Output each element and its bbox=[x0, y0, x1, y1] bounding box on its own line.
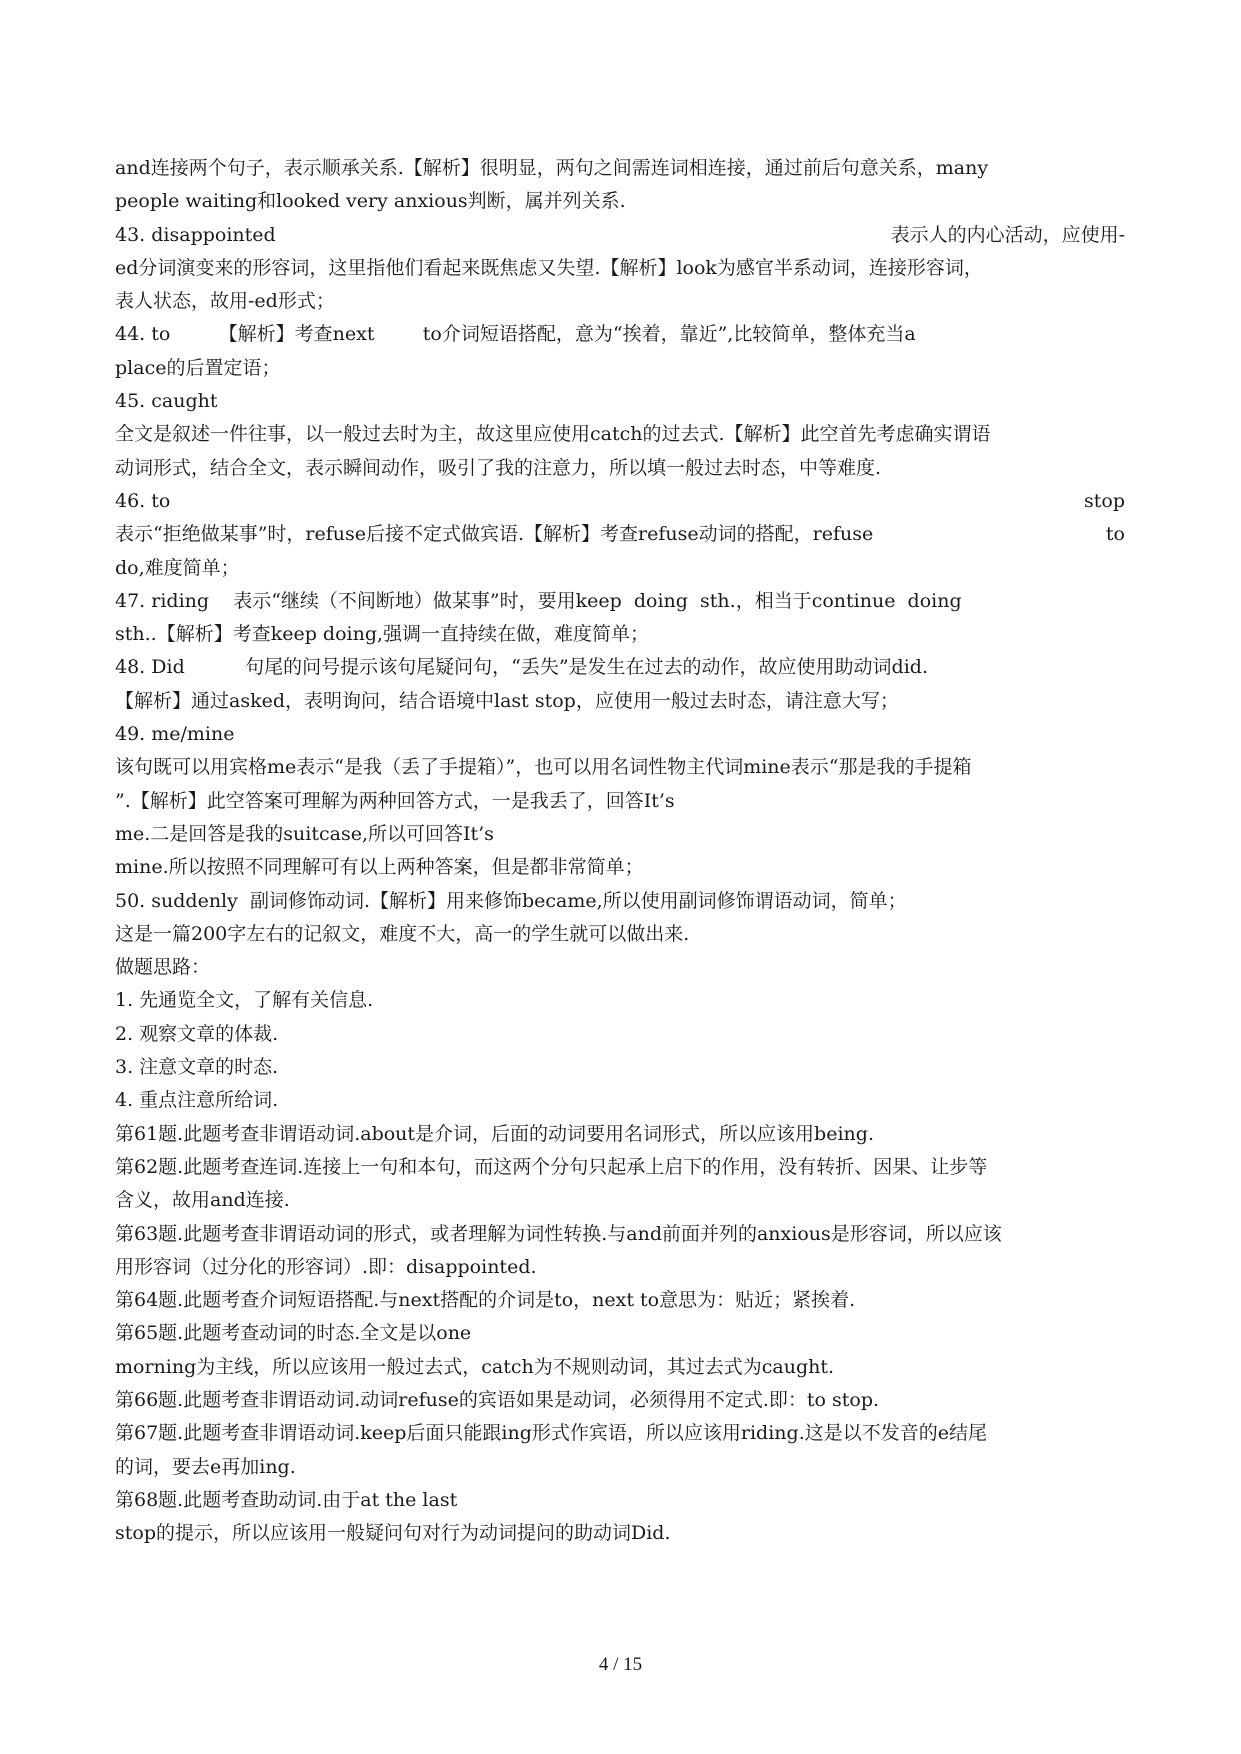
text-line: 含义，故用and连接. bbox=[115, 1189, 290, 1212]
text-line: 第68题.此题考查助动词.由于at the last bbox=[115, 1488, 458, 1511]
text-segment: 表示“拒绝做某事”时，refuse后接不定式做宾语.【解析】考查refuse动词的搭配，refuse bbox=[115, 523, 874, 546]
text-segment: 43. disappointed bbox=[115, 223, 276, 246]
text-line: 用形容词（过分化的形容词）.即：disappointed. bbox=[115, 1255, 537, 1278]
text-line: 47. riding 表示“继续（不间断地）做某事”时，要用keep doing sth.，相当于continue doing bbox=[115, 589, 962, 612]
text-line: 这是一篇200字左右的记叙文，难度不大，高一的学生就可以做出来. bbox=[115, 922, 690, 945]
text-line: 50. suddenly 副词修饰动词.【解析】用来修饰became,所以使用副词修饰谓语动词，简单； bbox=[115, 889, 907, 912]
page-number: 4 / 15 bbox=[598, 1654, 643, 1675]
text-line: 48. Did 句尾的问号提示该句尾疑问句，“丢失”是发生在过去的动作，故应使用助动词did. bbox=[115, 656, 928, 679]
text-line: 第63题.此题考查非谓语动词的形式，或者理解为词性转换.与and前面并列的anxious是形容词，所以应该 bbox=[115, 1222, 1002, 1245]
text-line: 【解析】通过asked，表明询问，结合语境中last stop，应使用一般过去时态，请注意大写； bbox=[115, 689, 899, 712]
text-line: morning为主线，所以应该用一般过去式，catch为不规则动词，其过去式为caught. bbox=[115, 1355, 835, 1378]
text-line: 第62题.此题考查连词.连接上一句和本句，而这两个分句只起承上启下的作用，没有转折、因果、让步等 bbox=[115, 1155, 988, 1178]
text-line: 表人状态，故用-ed形式； bbox=[115, 290, 335, 313]
text-line: 做题思路： bbox=[115, 956, 211, 979]
text-segment: stop bbox=[1084, 489, 1125, 512]
text-line: 全文是叙述一件往事，以一般过去时为主，故这里应使用catch的过去式.【解析】此空首先考虑确实谓语 bbox=[115, 423, 991, 446]
document-body bbox=[115, 152, 1125, 1550]
text-line bbox=[115, 219, 1125, 252]
text-line: sth..【解析】考查keep doing,强调一直持续在做，难度简单； bbox=[115, 623, 650, 646]
text-segment: 表示人的内心活动，应使用- bbox=[890, 223, 1125, 246]
text-line: 2. 观察文章的体裁. bbox=[115, 1022, 279, 1045]
text-line: 第66题.此题考查非谓语动词.动词refuse的宾语如果是动词，必须得用不定式.即：to stop. bbox=[115, 1388, 880, 1411]
text-line bbox=[115, 485, 1125, 518]
text-line: people waiting和looked very anxious判断，属并列关系. bbox=[115, 190, 626, 213]
text-line: 44. to 【解析】考查next to介词短语搭配，意为“挨着，靠近”,比较简单，整体充当a bbox=[115, 323, 916, 346]
text-line: 第65题.此题考查动词的时态.全文是以one bbox=[115, 1322, 472, 1345]
text-line: 49. me/mine bbox=[115, 723, 235, 746]
text-line: place的后置定语； bbox=[115, 356, 281, 379]
text-line: mine.所以按照不同理解可有以上两种答案，但是都非常简单； bbox=[115, 856, 644, 879]
text-segment: to bbox=[1105, 523, 1125, 546]
text-line: 动词形式，结合全文，表示瞬间动作，吸引了我的注意力，所以填一般过去时态，中等难度. bbox=[115, 456, 882, 479]
text-line: 1. 先通览全文，了解有关信息. bbox=[115, 989, 374, 1012]
text-line: ”.【解析】此空答案可理解为两种回答方式，一是我丢了，回答It’s bbox=[115, 789, 675, 812]
text-line bbox=[115, 518, 1125, 551]
text-line: and连接两个句子，表示顺承关系.【解析】很明显，两句之间需连词相连接，通过前后句意关系，many bbox=[115, 157, 989, 179]
text-line: 45. caught bbox=[115, 390, 218, 413]
text-line: stop的提示，所以应该用一般疑问句对行为动词提问的助动词Did. bbox=[115, 1522, 671, 1545]
text-line: me.二是回答是我的suitcase,所以可回答It’s bbox=[115, 822, 494, 845]
text-line: do,难度简单； bbox=[115, 556, 240, 579]
text-line: 第61题.此题考查非谓语动词.about是介词，后面的动词要用名词形式，所以应该用being. bbox=[115, 1122, 874, 1145]
text-line: 的词，要去e再加ing. bbox=[115, 1455, 296, 1478]
text-line: ed分词演变来的形容词，这里指他们看起来既焦虑又失望.【解析】look为感官半系动词，连接形容词， bbox=[115, 256, 983, 279]
text-line: 3. 注意文章的时态. bbox=[115, 1056, 279, 1079]
text-line: 4. 重点注意所给词. bbox=[115, 1089, 279, 1112]
text-line: 该句既可以用宾格me表示“是我（丢了手提箱）”，也可以用名词性物主代词mine表示“那是我的手提箱 bbox=[115, 756, 972, 779]
text-line: 第64题.此题考查介词短语搭配.与next搭配的介词是to，next to意思为：贴近；紧挨着. bbox=[115, 1289, 856, 1312]
text-segment: 46. to bbox=[115, 489, 171, 512]
text-line: 第67题.此题考查非谓语动词.keep后面只能跟ing形式作宾语，所以应该用riding.这是以不发音的e结尾 bbox=[115, 1422, 987, 1445]
